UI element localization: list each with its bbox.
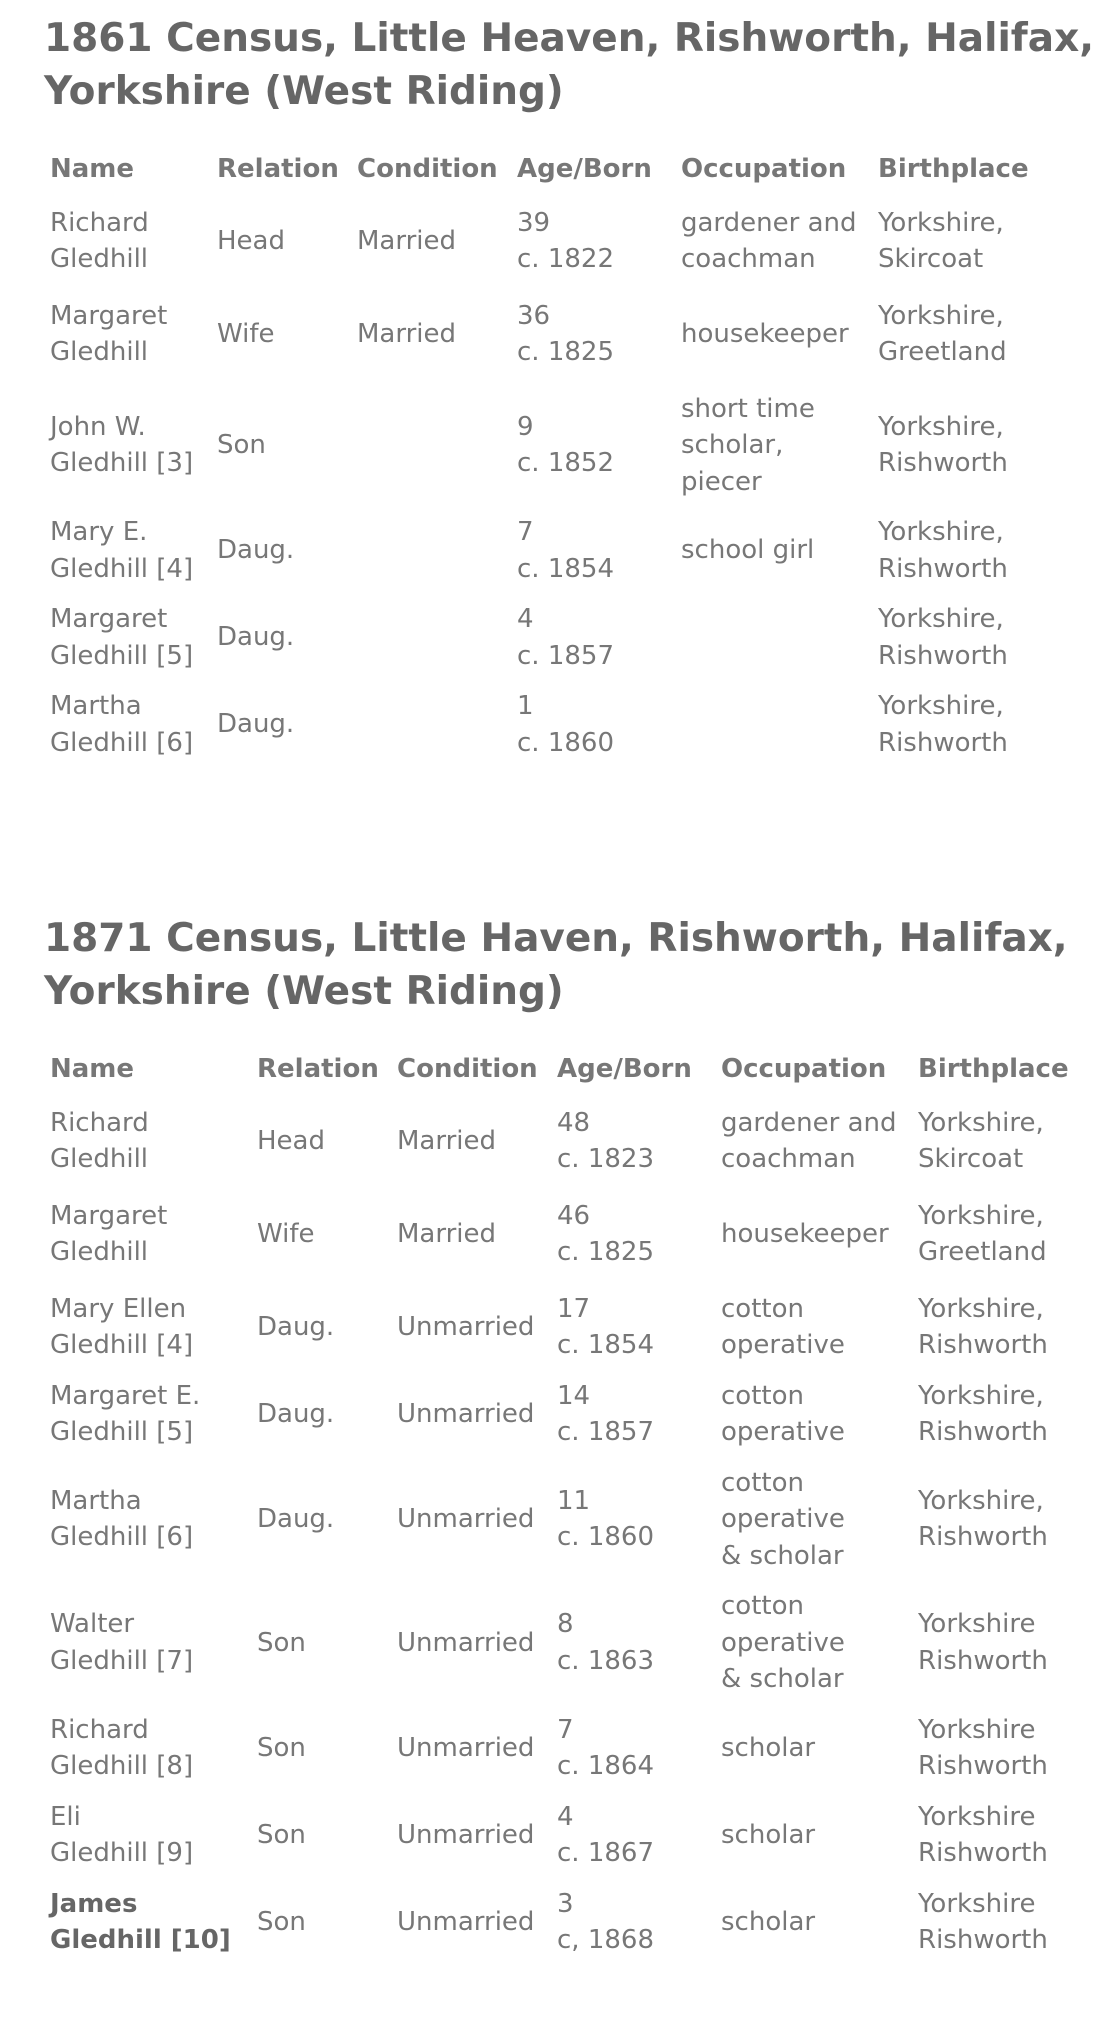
cell-condition [391,1799,551,1886]
table-row [44,1886,1075,1973]
cell-line-bp1: Yorkshire [918,1801,1036,1832]
cell-line-name1: Walter [50,1609,135,1640]
cell-line-occ2: operative [721,1627,845,1658]
cell-age-born [551,1465,715,1589]
cell-occupation [675,391,872,515]
cell-condition [391,1378,551,1465]
cell-line-born: c. 1860 [557,1522,654,1553]
census-1871-body [44,1105,1075,1973]
cell-line-occ1: cotton [721,1293,804,1324]
cell-age-born [511,601,675,688]
cell-line-name1: Eli [50,1801,81,1832]
cell-age-born [511,298,675,391]
cell-line-relation: Daug. [257,1504,335,1534]
cell-line-relation: Son [257,1819,306,1850]
cell-line-occ3: & scholar [721,1664,844,1694]
cell-line-bp2: Rishworth [918,1330,1048,1360]
cell-line-relation: Daug. [217,622,295,653]
cell-line-born: c. 1857 [557,1417,654,1447]
cell-line-age: 9 [517,411,534,442]
cell-name [44,1465,251,1589]
cell-line-bp2: Rishworth [918,1751,1048,1781]
cell-birthplace [912,1799,1075,1886]
cell-age-born [551,1799,715,1886]
cell-line-name1: Martha [50,1485,142,1516]
cell-line-relation: Daug. [217,535,295,566]
cell-line-relation: Daug. [257,1311,335,1342]
cell-line-relation: Son [257,1627,306,1658]
cell-condition [391,1465,551,1589]
cell-line-condition: Unmarried [397,1732,535,1763]
cell-line-name2: Gledhill [50,244,149,274]
cell-line-bp2: Rishworth [878,448,1008,479]
cell-occupation [715,1886,912,1973]
cell-line-age: 7 [517,517,534,547]
cell-line-age: 4 [557,1801,574,1832]
cell-line-occ2: operative [721,1330,845,1360]
cell-line-born: c. 1825 [557,1237,654,1267]
cell-birthplace [912,1886,1075,1973]
table-row [44,514,1035,601]
cell-line-bp2: Rishworth [918,1417,1048,1447]
cell-relation [211,205,351,298]
cell-name [44,1712,251,1799]
column-header-name: Name [50,1054,135,1084]
cell-line-bp1: Yorkshire, [918,1107,1044,1138]
cell-relation [251,1291,391,1378]
cell-line-name2: Gledhill [8] [50,1751,194,1781]
cell-line-occ3: piecer [681,466,762,497]
column-header-relation: Relation [257,1054,379,1084]
census-1871-title: 1871 Census, Little Haven, Rishworth, Halifax, Yorkshire (West Riding) [44,916,1068,1014]
cell-line-age: 48 [557,1107,591,1138]
table-row [44,298,1035,391]
cell-age-born [551,1588,715,1712]
cell-line-born: c. 1823 [557,1144,654,1174]
table-row [44,1198,1075,1291]
column-header-birthplace: Birthplace [918,1054,1069,1084]
cell-age-born [511,205,675,298]
cell-line-age: 17 [557,1293,591,1324]
cell-line-condition: Unmarried [397,1906,535,1937]
cell-age-born [551,1291,715,1378]
column-header-name: Name [50,154,135,184]
cell-line-bp1: Yorkshire, [878,411,1004,442]
cell-line-relation: Wife [257,1218,315,1249]
cell-name [44,1799,251,1886]
cell-line-relation: Son [217,430,266,460]
cell-line-bp1: Yorkshire, [918,1293,1044,1324]
column-header-age-born: Age/Born [557,1054,692,1084]
cell-line-name1: Margaret [50,300,168,331]
cell-line-bp1: Yorkshire [918,1714,1036,1745]
table-row [44,1378,1075,1465]
cell-line-bp1: Yorkshire, [918,1485,1044,1516]
cell-relation [251,1886,391,1973]
cell-condition [351,205,511,298]
cell-line-occ1: cotton [721,1380,804,1411]
cell-line-relation: Daug. [257,1398,335,1429]
cell-occupation [715,1588,912,1712]
cell-line-occ1: gardener and [681,207,857,238]
cell-line-name2: Gledhill [4] [50,553,194,584]
cell-condition [391,1105,551,1198]
cell-line-bp1: Yorkshire, [918,1380,1044,1411]
cell-line-born: c. 1857 [517,640,614,671]
cell-line-occ2: operative [721,1417,845,1447]
cell-line-bp2: Rishworth [878,553,1008,584]
cell-line-occ1: short time [681,393,815,424]
cell-birthplace [912,1588,1075,1712]
cell-name [44,1886,251,1973]
cell-line-bp2: Rishworth [918,1838,1048,1868]
cell-line-occ3: & scholar [721,1540,844,1571]
cell-line-relation: Head [217,225,285,256]
cell-line-bp1: Yorkshire, [878,604,1004,634]
cell-name [44,205,211,298]
cell-line-relation: Daug. [217,709,295,740]
cell-line-name2: Gledhill [10] [50,1925,231,1955]
cell-relation [211,688,351,775]
cell-line-name1: Martha [50,691,142,721]
cell-relation [251,1465,391,1589]
cell-line-born: c. 1860 [517,727,614,758]
cell-line-born: c. 1822 [517,244,614,274]
cell-birthplace [912,1105,1075,1198]
cell-relation [251,1712,391,1799]
cell-line-born: c. 1864 [557,1751,654,1781]
cell-name [44,1105,251,1198]
cell-line-occ2: coachman [721,1144,856,1174]
cell-line-occ2: operative [721,1504,845,1534]
cell-line-relation: Wife [217,318,275,349]
cell-line-condition: Unmarried [397,1627,535,1658]
cell-line-age: 11 [557,1485,591,1516]
cell-line-condition: Unmarried [397,1819,535,1850]
cell-occupation [675,688,872,775]
column-header-occupation: Occupation [681,154,847,184]
cell-occupation [675,205,872,298]
cell-birthplace [912,1291,1075,1378]
cell-line-born: c. 1863 [557,1645,654,1676]
cell-birthplace [872,601,1035,688]
cell-birthplace [872,391,1035,515]
cell-line-name2: Gledhill [50,337,149,367]
cell-line-occ1: cotton [721,1591,804,1621]
cell-birthplace [872,514,1035,601]
cell-relation [211,391,351,515]
cell-line-bp1: Yorkshire [918,1888,1036,1919]
cell-line-name1: Richard [50,1107,149,1138]
cell-line-occ1: scholar [721,1819,816,1850]
table-row [44,1465,1075,1589]
cell-condition [351,391,511,515]
cell-line-occ1: scholar [721,1732,816,1763]
cell-line-occ1: scholar [721,1906,816,1937]
cell-line-name2: Gledhill [7] [50,1645,194,1676]
cell-line-occ1: school girl [681,535,815,566]
cell-line-name2: Gledhill [6] [50,1522,194,1553]
cell-line-bp1: Yorkshire, [878,207,1004,238]
cell-line-name1: Richard [50,1714,149,1745]
table-row [44,1105,1075,1198]
cell-line-name2: Gledhill [5] [50,1417,194,1447]
cell-line-occ1: cotton [721,1467,804,1498]
cell-line-name1: Mary E. [50,517,148,547]
cell-line-name1: John W. [50,411,146,442]
cell-line-occ1: gardener and [721,1107,897,1138]
cell-line-condition: Unmarried [397,1311,535,1342]
cell-name [44,391,211,515]
cell-relation [211,514,351,601]
cell-line-bp2: Skircoat [878,244,984,274]
cell-line-bp1: Yorkshire, [918,1200,1044,1231]
cell-line-condition: Married [397,1125,497,1156]
census-1861-table [44,151,1035,775]
cell-line-name1: Richard [50,207,149,238]
cell-line-born: c. 1852 [517,448,614,479]
cell-birthplace [912,1712,1075,1799]
cell-relation [251,1198,391,1291]
cell-line-occ1: housekeeper [721,1218,889,1249]
cell-line-born: c, 1868 [557,1925,654,1955]
cell-line-bp2: Rishworth [878,640,1008,671]
cell-line-occ2: scholar, [681,430,784,460]
cell-line-age: 36 [517,300,551,331]
cell-condition [391,1886,551,1973]
table-row [44,688,1035,775]
cell-occupation [715,1105,912,1198]
cell-line-name2: Gledhill [50,1144,149,1174]
cell-occupation [715,1465,912,1589]
table-row [44,1588,1075,1712]
cell-line-name2: Gledhill [9] [50,1838,194,1868]
cell-birthplace [872,688,1035,775]
cell-age-born [511,688,675,775]
cell-line-name2: Gledhill [50,1237,149,1267]
table-row [44,391,1035,515]
cell-condition [351,514,511,601]
cell-line-age: 3 [557,1888,574,1919]
cell-condition [351,601,511,688]
cell-birthplace [912,1198,1075,1291]
cell-line-born: c. 1825 [517,337,614,367]
cell-name [44,298,211,391]
cell-occupation [715,1291,912,1378]
cell-line-bp2: Rishworth [918,1925,1048,1955]
cell-condition [351,298,511,391]
cell-age-born [511,514,675,601]
cell-line-born: c. 1867 [557,1838,654,1868]
cell-line-condition: Married [357,225,457,256]
cell-line-name2: Gledhill [5] [50,640,194,671]
cell-age-born [551,1378,715,1465]
cell-occupation [715,1712,912,1799]
cell-line-bp2: Rishworth [918,1522,1048,1553]
cell-condition [351,688,511,775]
cell-line-bp2: Skircoat [918,1144,1024,1174]
cell-occupation [715,1198,912,1291]
cell-line-name1: Margaret [50,1200,168,1231]
table-row [44,1712,1075,1799]
cell-relation [251,1378,391,1465]
cell-line-bp2: Rishworth [918,1645,1048,1676]
cell-line-age: 1 [517,691,534,721]
cell-line-name2: Gledhill [6] [50,727,194,758]
cell-line-age: 39 [517,207,551,238]
cell-line-condition: Unmarried [397,1398,535,1429]
cell-age-born [551,1886,715,1973]
cell-name [44,1198,251,1291]
cell-line-relation: Son [257,1732,306,1763]
cell-line-bp1: Yorkshire, [878,691,1004,721]
cell-birthplace [872,298,1035,391]
cell-line-relation: Head [257,1125,325,1156]
cell-condition [391,1712,551,1799]
cell-line-name1: Margaret [50,604,168,634]
column-header-condition: Condition [357,154,498,184]
cell-birthplace [912,1465,1075,1589]
cell-line-name2: Gledhill [3] [50,448,194,479]
cell-relation [211,298,351,391]
table-header-row [44,151,1035,205]
cell-line-name2: Gledhill [4] [50,1330,194,1360]
table-row [44,1799,1075,1886]
table-row [44,1291,1075,1378]
cell-age-born [551,1198,715,1291]
cell-line-condition: Married [357,318,457,349]
cell-condition [391,1198,551,1291]
cell-relation [251,1105,391,1198]
cell-name [44,1378,251,1465]
column-header-age-born: Age/Born [517,154,652,184]
cell-line-occ1: housekeeper [681,318,849,349]
column-header-relation: Relation [217,154,339,184]
cell-name [44,688,211,775]
cell-line-name1: James [50,1888,138,1919]
cell-condition [391,1588,551,1712]
cell-occupation [715,1799,912,1886]
cell-line-relation: Son [257,1906,306,1937]
column-header-birthplace: Birthplace [878,154,1029,184]
census-1871-table [44,1051,1075,1973]
cell-occupation [675,298,872,391]
cell-line-name1: Margaret E. [50,1380,201,1411]
cell-line-bp1: Yorkshire [918,1609,1036,1640]
cell-line-occ2: coachman [681,244,816,274]
cell-name [44,514,211,601]
column-header-condition: Condition [397,1054,538,1084]
cell-occupation [715,1378,912,1465]
cell-occupation [675,514,872,601]
table-row [44,601,1035,688]
cell-line-name1: Mary Ellen [50,1293,187,1324]
cell-occupation [675,601,872,688]
cell-line-bp2: Greetland [918,1237,1047,1267]
cell-birthplace [912,1378,1075,1465]
cell-line-born: c. 1854 [557,1330,654,1360]
cell-line-bp1: Yorkshire, [878,517,1004,547]
cell-line-condition: Unmarried [397,1504,535,1534]
cell-name [44,1588,251,1712]
cell-line-age: 14 [557,1380,591,1411]
cell-line-bp2: Greetland [878,337,1007,367]
cell-relation [251,1588,391,1712]
census-1861-title: 1861 Census, Little Heaven, Rishworth, Halifax, Yorkshire (West Riding) [44,16,1095,114]
table-row [44,205,1035,298]
census-1861-body [44,205,1035,776]
cell-line-age: 8 [557,1609,574,1640]
cell-line-age: 4 [517,604,534,634]
cell-age-born [511,391,675,515]
cell-condition [391,1291,551,1378]
cell-line-bp2: Rishworth [878,727,1008,758]
cell-line-bp1: Yorkshire, [878,300,1004,331]
cell-age-born [551,1712,715,1799]
cell-line-age: 7 [557,1714,574,1745]
cell-age-born [551,1105,715,1198]
cell-name [44,1291,251,1378]
cell-line-age: 46 [557,1200,591,1231]
cell-birthplace [872,205,1035,298]
cell-line-born: c. 1854 [517,553,614,584]
cell-relation [211,601,351,688]
cell-name [44,601,211,688]
cell-line-condition: Married [397,1218,497,1249]
table-header-row [44,1051,1075,1105]
cell-relation [251,1799,391,1886]
column-header-occupation: Occupation [721,1054,887,1084]
